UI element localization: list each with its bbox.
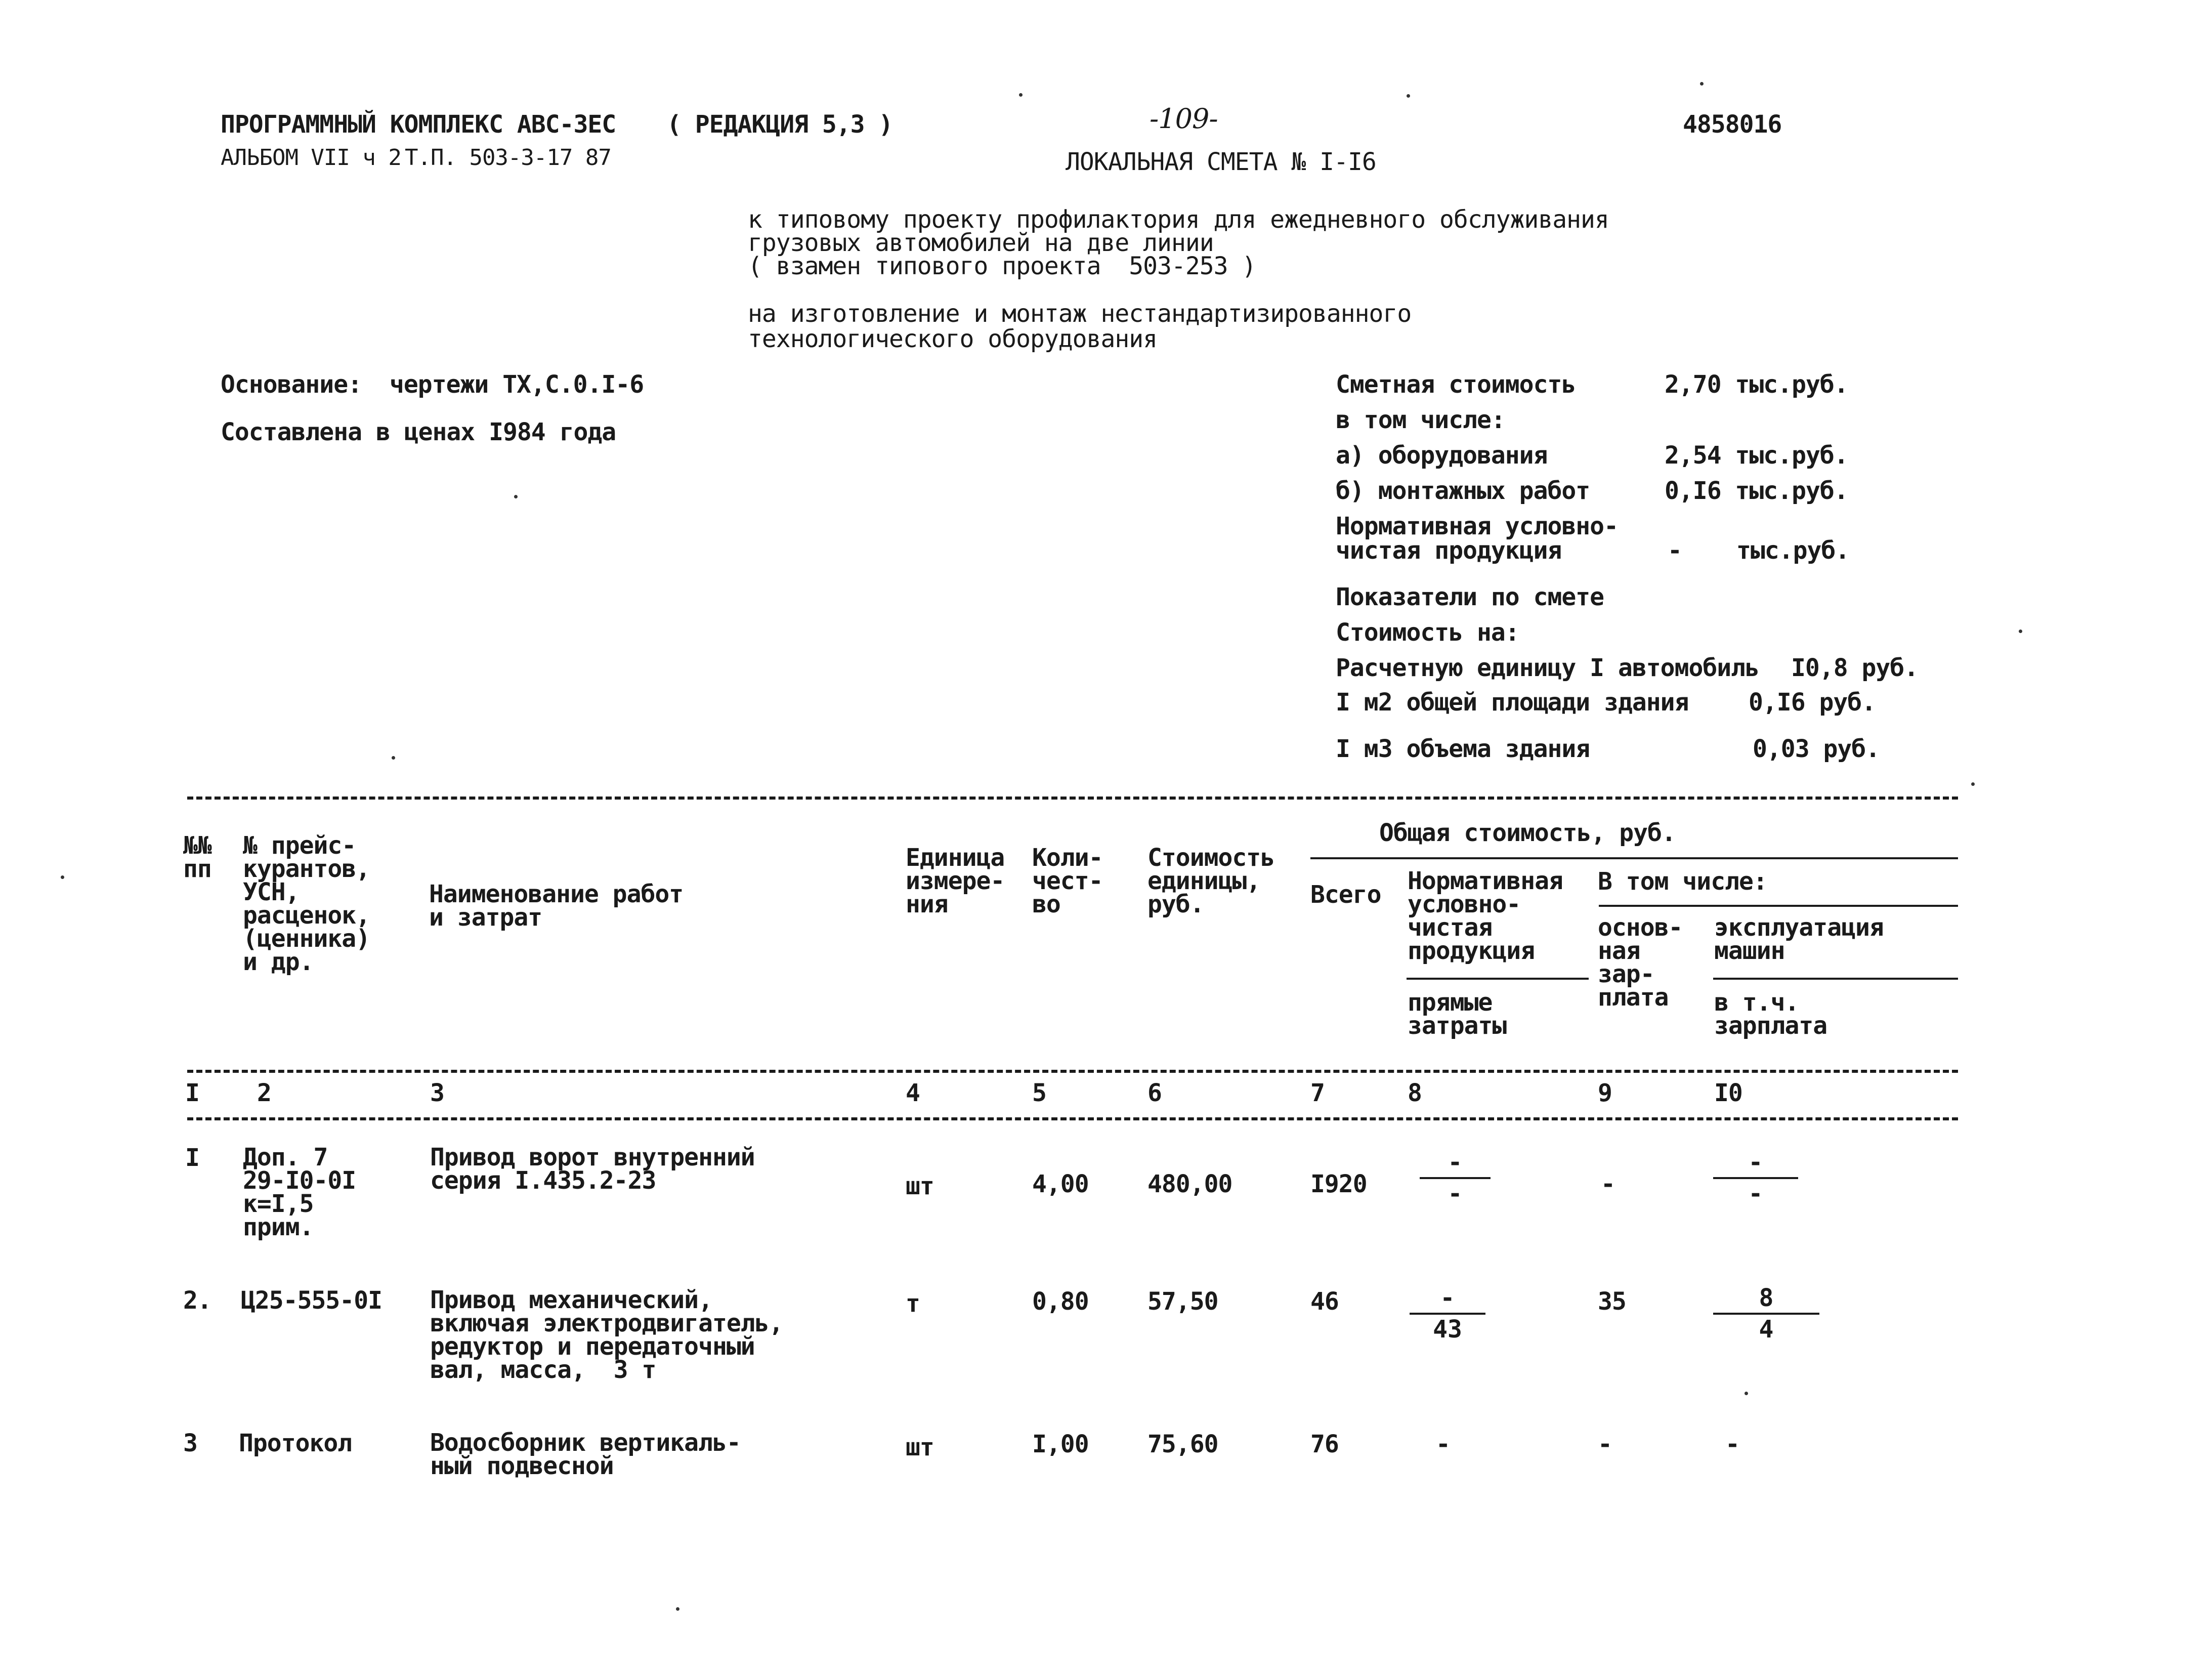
column-number: 5 [1032, 1079, 1046, 1107]
indicators-label: Показатели по смете [1336, 583, 1604, 611]
header-direct-costs: прямые затраты [1408, 988, 1507, 1040]
row-quantity: 0,80 [1032, 1287, 1089, 1316]
column-number: 4 [906, 1079, 920, 1107]
row-work-name: Привод механический, включая электродвигатель, редуктор и передаточный вал, масса, 3 т [430, 1286, 783, 1384]
estimated-cost-label: Сметная стоимость [1336, 370, 1576, 399]
column-number: 7 [1310, 1079, 1325, 1107]
including-label: в том числе: [1336, 406, 1505, 434]
row-machine-operation-top: 8 [1759, 1284, 1774, 1312]
row-machine-operation: - [1725, 1430, 1739, 1458]
row-work-name: Водосборник вертикаль- ный подвесной [430, 1429, 741, 1480]
installation-label: б) монтажных работ [1336, 477, 1590, 505]
per-unit-value: I0,8 руб. [1791, 654, 1919, 682]
equipment-label: а) оборудования [1336, 441, 1548, 470]
subject-line-1: к типовому проекту профилактория для ежедневного обслуживания [748, 205, 1609, 234]
subject-line-4: на изготовление и монтаж нестандартизированного [748, 300, 1412, 328]
basis-label: Основание: [221, 370, 362, 399]
basis-value: чертежи ТХ,С.0.I-6 [390, 370, 644, 399]
scan-speck [1971, 782, 1975, 786]
installation-value: 0,I6 тыс.руб. [1665, 477, 1848, 505]
row-machine-salary: 4 [1759, 1315, 1774, 1344]
equipment-value: 2,54 тыс.руб. [1665, 441, 1848, 470]
net-production-unit: тыс.руб. [1736, 536, 1850, 565]
net-production-subrule [1407, 978, 1589, 980]
per-m3-value: 0,03 руб. [1753, 735, 1880, 763]
header-machine-operation: эксплуатация машин [1714, 913, 1884, 965]
scan-speck [1700, 82, 1704, 86]
row-base-salary: 35 [1598, 1287, 1626, 1316]
header-machine-salary: в т.ч. зарплата [1714, 988, 1827, 1040]
scan-speck [514, 495, 518, 498]
scan-speck [1407, 94, 1410, 98]
row-unit-cost: 480,00 [1147, 1170, 1232, 1198]
header-unit-cost: Стоимость единицы, руб. [1147, 844, 1275, 918]
row-net-production-top: - [1440, 1284, 1455, 1312]
cost-per-label: Стоимость на: [1336, 618, 1519, 647]
row-unit-cost: 57,50 [1147, 1287, 1218, 1316]
net-production-label-1: Нормативная условно- [1336, 512, 1618, 540]
total-group-rule [1310, 857, 1958, 859]
row-work-name: Привод ворот внутренний серия I.435.2-23 [430, 1143, 755, 1195]
row-machine-operation [1713, 1285, 1819, 1342]
row-price-list-code: Ц25-555-0I [241, 1286, 382, 1315]
per-m2-value: 0,I6 руб. [1749, 688, 1876, 717]
row-base-salary: - [1601, 1170, 1615, 1198]
machines-subrule [1713, 978, 1958, 980]
row-total: 76 [1310, 1430, 1339, 1458]
subject-line-5: технологического оборудования [748, 325, 1158, 353]
typical-project-number: Т.П. 503-3-17 87 [405, 145, 611, 171]
column-number: I0 [1714, 1079, 1742, 1107]
row-net-production-bottom: - [1448, 1180, 1463, 1208]
per-m2-label: I м2 общей площади здания [1336, 688, 1689, 717]
column-number: 3 [430, 1079, 444, 1107]
scan-speck [2019, 630, 2022, 633]
scan-speck [392, 756, 395, 760]
row-machine-operation [1713, 1150, 1798, 1206]
row-net-production-bottom: 43 [1433, 1315, 1462, 1344]
header-total: Всего [1310, 881, 1381, 909]
net-production-value: - [1668, 536, 1682, 565]
row-unit-cost: 75,60 [1147, 1430, 1218, 1458]
row-price-list-code: Доп. 7 29-I0-0I к=I,5 прим. [243, 1143, 356, 1241]
row-unit: шт [906, 1172, 934, 1200]
scan-speck [61, 875, 64, 879]
row-quantity: 4,00 [1032, 1170, 1089, 1198]
document-number: 4858016 [1683, 110, 1782, 139]
row-net-production: - [1436, 1430, 1450, 1458]
column-number: I [185, 1079, 199, 1107]
header-work-name: Наименование работ и затрат [429, 880, 684, 932]
row-net-production [1410, 1285, 1485, 1342]
table-top-rule [187, 797, 1958, 800]
row-unit: шт [906, 1433, 934, 1461]
header-net-production: Нормативная условно- чистая продукция [1408, 867, 1563, 965]
scan-speck [1019, 93, 1023, 97]
price-level: Составлена в ценах I984 года [221, 418, 616, 446]
scan-speck [676, 1607, 679, 1611]
per-unit-label: Расчетную единицу I автомобиль [1336, 654, 1759, 682]
estimate-title: ЛОКАЛЬНАЯ СМЕТА № I-I6 [1066, 148, 1376, 176]
row-number: 3 [183, 1429, 197, 1457]
row-base-salary: - [1598, 1430, 1612, 1458]
row-price-list-code: Протокол [239, 1429, 352, 1457]
header-base-salary: основ- ная зар- плата [1598, 913, 1683, 1012]
column-number: 8 [1408, 1079, 1422, 1107]
row-number: I [185, 1144, 199, 1172]
page-number: -109- [1150, 103, 1218, 135]
per-m3-label: I м3 объема здания [1336, 735, 1590, 763]
header-quantity: Коли- чест- во [1032, 844, 1103, 918]
row-quantity: I,00 [1032, 1430, 1089, 1458]
header-row-number: №№ пп [183, 831, 211, 883]
row-number: 2. [183, 1286, 211, 1315]
header-unit: Единица измере- ния [906, 844, 1005, 918]
row-total: I920 [1310, 1170, 1367, 1198]
header-including: В том числе: [1598, 867, 1767, 896]
header-bottom-rule [187, 1070, 1958, 1073]
row-machine-salary: - [1748, 1180, 1763, 1208]
edition: ( РЕДАКЦИЯ 5,3 ) [667, 110, 893, 139]
header-price-list: № прейс- курантов, УСН, расценок, (ценника) и др. [243, 831, 370, 976]
column-numbers-bottom-rule [187, 1117, 1958, 1120]
including-rule [1599, 905, 1958, 907]
estimated-cost-value: 2,70 тыс.руб. [1665, 370, 1848, 399]
column-number: 6 [1147, 1079, 1162, 1107]
program-name: ПРОГРАММНЫЙ КОМПЛЕКС АВС-ЗЕС [221, 110, 616, 139]
row-net-production-top: - [1448, 1148, 1463, 1177]
net-production-label-2: чистая продукция [1336, 536, 1562, 565]
row-machine-operation-top: - [1748, 1148, 1763, 1177]
column-number: 9 [1598, 1079, 1612, 1107]
album-label: АЛЬБОМ VII ч 2 [221, 145, 401, 171]
header-total-group: Общая стоимость, руб. [1379, 819, 1676, 847]
row-net-production [1420, 1150, 1491, 1206]
subject-line-3: ( взамен типового проекта 503-253 ) [748, 252, 1256, 280]
subject-line-2: грузовых автомобилей на две линии [748, 229, 1214, 257]
column-number: 2 [257, 1079, 271, 1107]
row-total: 46 [1310, 1287, 1339, 1316]
scan-speck [1745, 1392, 1748, 1395]
row-unit: т [906, 1289, 920, 1318]
